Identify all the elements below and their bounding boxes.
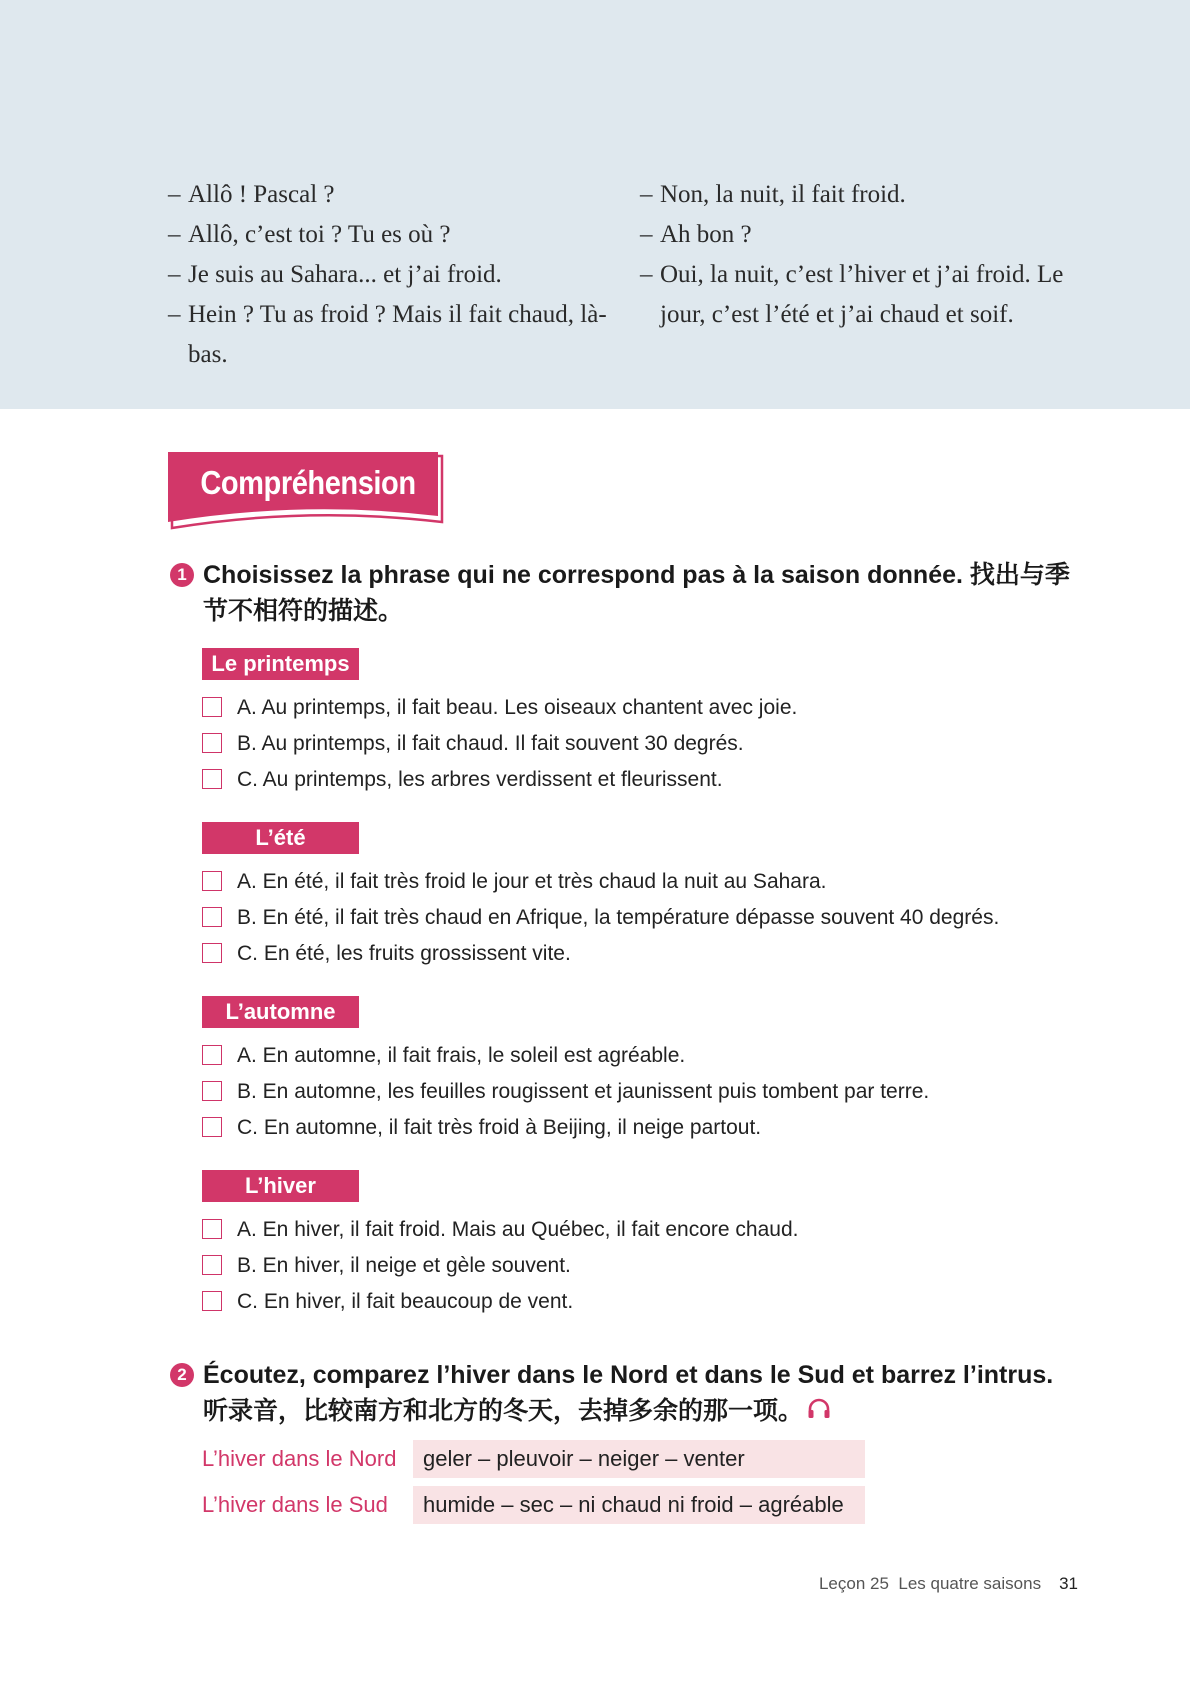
checkbox[interactable]: [202, 1219, 222, 1239]
season-tag-winter: L’hiver: [202, 1170, 359, 1202]
checkbox[interactable]: [202, 1291, 222, 1311]
lesson-title: Leçon 25 Les quatre saisons: [818, 1574, 1042, 1593]
dialogue-left-column: [168, 175, 608, 375]
checkbox[interactable]: [202, 943, 222, 963]
dialogue-line: – Allô ! Pascal ?: [168, 181, 335, 208]
page-number: 31: [1059, 1574, 1078, 1593]
checkbox[interactable]: [202, 1081, 222, 1101]
compare-words[interactable]: humide – sec – ni chaud ni froid – agréable: [413, 1486, 865, 1524]
checkbox[interactable]: [202, 733, 222, 753]
checkbox[interactable]: [202, 697, 222, 717]
season-tag-spring: Le printemps: [202, 648, 359, 680]
season-tag-autumn: L’automne: [202, 996, 359, 1028]
compare-label: L’hiver dans le Sud: [202, 1492, 388, 1517]
dialogue-line: – Je suis au Sahara... et j’ai froid.: [168, 261, 502, 288]
checkbox[interactable]: [202, 1117, 222, 1137]
section-title: Compréhension: [200, 464, 416, 501]
compare-label: L’hiver dans le Nord: [202, 1446, 397, 1471]
section-title-badge: [168, 452, 448, 532]
checkbox[interactable]: [202, 1255, 222, 1275]
question-number-badge: 1: [170, 563, 194, 587]
dialogue-line: – Ah bon ?: [640, 221, 752, 248]
checkbox[interactable]: [202, 907, 222, 927]
checkbox[interactable]: [202, 1045, 222, 1065]
page-footer: [819, 1574, 1078, 1594]
question-1-text: Choisissez la phrase qui ne correspond pas à la saison donnée. 找出与季节不相符的描述。: [203, 561, 1070, 625]
question-2-text: Écoutez, comparez l’hiver dans le Nord et dans le Sud et barrez l’intrus. 听录音，比较南方和北方的冬天，去掉多余的那一项。: [203, 1361, 1054, 1425]
dialogue-line: – Allô, c’est toi ? Tu es où ?: [168, 221, 451, 248]
checkbox[interactable]: [202, 871, 222, 891]
dialogue-line: – Hein ? Tu as froid ? Mais il fait chaud, là-bas.: [168, 301, 607, 368]
checkbox[interactable]: [202, 769, 222, 789]
season-tag-summer: L’été: [202, 822, 359, 854]
dialogue-line: – Non, la nuit, il fait froid.: [640, 181, 906, 208]
compare-words[interactable]: geler – pleuvoir – neiger – venter: [413, 1440, 865, 1478]
headphone-icon[interactable]: [807, 1398, 831, 1426]
dialogue-line: – Oui, la nuit, c’est l’hiver et j’ai froid. Le jour, c’est l’été et j’ai chaud et soif.: [640, 261, 1064, 328]
dialogue-right-column: [640, 175, 1102, 335]
question-number-badge: 2: [170, 1363, 194, 1387]
